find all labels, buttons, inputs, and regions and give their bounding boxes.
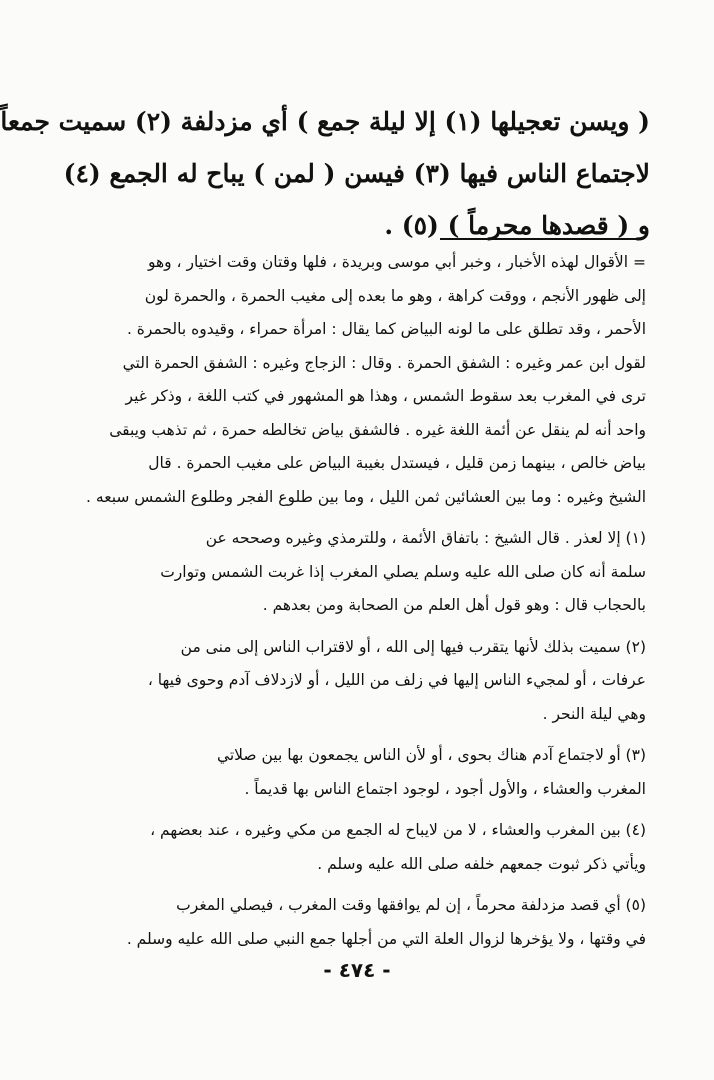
footnote-line: بالحجاب قال : وهو قول أهل العلم من الصحابة ومن بعدهم .	[262, 596, 646, 614]
main-text-line: و ( قصدها محرماً ) (٥) .	[384, 211, 650, 240]
footnote-line: المغرب والعشاء ، والأول أجود ، لوجود اجتماع الناس بها قديماً .	[244, 779, 646, 798]
footnote-line: (١) إلا لعذر . قال الشيخ : باتفاق الأئمة ، وللترمذي وغيره وصححه عن	[205, 529, 646, 547]
footnote-1	[56, 522, 646, 623]
footnote-line: ويأتي ذكر ثبوت جمعهم خلفه صلى الله عليه وسلم .	[317, 854, 646, 873]
page-number: - ٤٧٤ -	[323, 958, 391, 982]
footnote-3	[56, 739, 646, 806]
footnote-line: (٤) بين المغرب والعشاء ، لا من لايباح له الجمع من مكي وغيره ، عند بعضهم ،	[150, 821, 646, 839]
footnote-line: الشيخ وغيره : وما بين العشائين ثمن الليل ، وما بين طلوع الفجر وطلوع الشمس سبعه .	[86, 487, 646, 506]
footnote-2	[56, 631, 646, 732]
footnote-line: (٣) أو لاجتماع آدم هناك بحوى ، أو لأن الناس يجمعون بها بين صلاتي	[216, 746, 646, 764]
footnote-separator	[440, 238, 640, 240]
footnote-line: عرفات ، أو لمجيء الناس إليها في زلف من الليل ، أو لازدلاف آدم وحوى فيها ،	[147, 671, 646, 689]
footnotes	[56, 246, 646, 964]
footnote-line: ترى في المغرب بعد سقوط الشمس ، وهذا هو المشهور في كتب اللغة ، وذكر غير	[125, 387, 646, 405]
footnote-line: واحد أنه لم ينقل عن أئمة اللغة غيره . فالشفق بياض تخالطه حمرة ، ثم تذهب ويبقى	[109, 420, 646, 439]
footnote-5	[56, 889, 646, 956]
footnote-line: إلى ظهور الأنجم ، ووقت كراهة ، وهو ما بعده إلى مغيب الحمرة ، والحمرة لون	[144, 286, 646, 305]
footnote-4	[56, 814, 646, 881]
main-text-line: ( ويسن تعجيلها (١) إلا ليلة جمع ) أي مزدلفة (٢) سميت جمعاً	[0, 107, 650, 136]
footnote-line: وهي ليلة النحر .	[542, 704, 646, 723]
main-text-line: لاجتماع الناس فيها (٣) فيسن ( لمن ) يباح له الجمع (٤)	[63, 159, 650, 188]
footnote-line: في وقتها ، ولا يؤخرها لزوال العلة التي من أجلها جمع النبي صلى الله عليه وسلم .	[126, 929, 646, 948]
footnote-line: (٢) سميت بذلك لأنها يتقرب فيها إلى الله ، أو لاقتراب الناس إلى منى من	[180, 637, 646, 656]
footnote-continuation	[56, 246, 646, 514]
footnote-line: (٥) أي قصد مزدلفة محرماً ، إن لم يوافقها وقت المغرب ، فيصلي المغرب	[176, 896, 646, 914]
footnote-line: لقول ابن عمر وغيره : الشفق الحمرة . وقال : الزجاج وغيره : الشفق الحمرة التي	[122, 353, 646, 372]
main-text	[0, 96, 650, 252]
footnote-line: = الأقوال لهذه الأخبار ، وخبر أبي موسى وبريدة ، فلها وقتان وقت اختيار ، وهو	[147, 253, 646, 271]
footnote-line: الأحمر ، وقد تطلق على ما لونه البياض كما يقال : امرأة حمراء ، وقيدوه بالحمرة .	[126, 320, 646, 338]
footnote-line: بياض خالص ، بينهما زمن قليل ، فيستدل بغيبة البياض على مغيب الحمرة . قال	[148, 454, 646, 472]
footnote-line: سلمة أنه كان صلى الله عليه وسلم يصلي المغرب إذا غربت الشمس وتوارت	[160, 562, 646, 581]
